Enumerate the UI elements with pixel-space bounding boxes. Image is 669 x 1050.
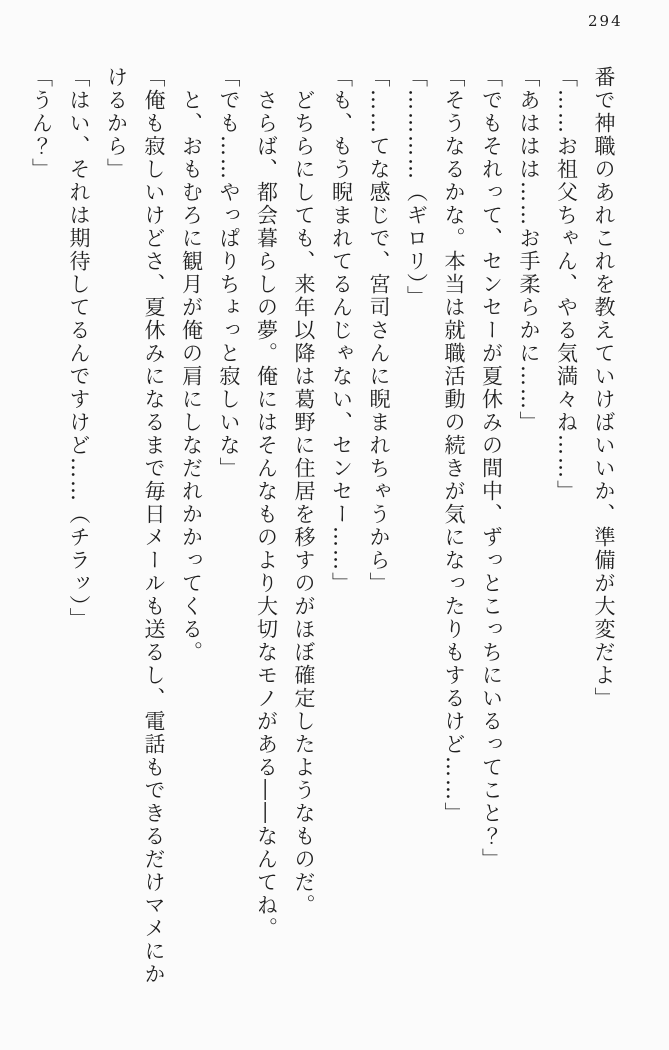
text-block <box>22 66 622 998</box>
text-line: 「俺も寂しいけどさ、夏休みになるまで毎日メールも送るし、電話もできるだけマメにか <box>142 66 166 986</box>
text-line: と、おもむろに観月が俺の肩にしなだれかかってくる。 <box>179 66 204 664</box>
text-line: 「…………（ギロリ）」 <box>404 66 429 309</box>
text-line: けるから」 <box>104 66 129 181</box>
text-line: 「うん？」 <box>29 66 54 181</box>
text-line: 「そうなるかな。本当は就職活動の続きが気になったりもするけど……」 <box>442 66 466 825</box>
text-line: さらば、都会暮らしの夢。俺にはそんなものより大切なモノがある――なんてね。 <box>254 66 279 940</box>
text-line: 「……お祖父ちゃん、やる気満々ね……」 <box>554 66 579 503</box>
text-line: 「でも……やっぱりちょっと寂しいな」 <box>217 66 241 480</box>
text-line: 番で神職のあれこれを教えていけばいいか、準備が大変だよ」 <box>592 66 616 710</box>
text-line: 「あははは……お手柔らかに……」 <box>517 66 541 434</box>
text-line: 「はい、それは期待してるんですけど……（チラッ）」 <box>67 66 91 631</box>
text-line: 「も、もう睨まれてるんじゃない、センセー……」 <box>329 66 354 595</box>
text-line: 「……てな感じで、宮司さんに睨まれちゃうから」 <box>367 66 391 595</box>
text-line: どちらにしても、来年以降は葛野に住居を移すのがほぼ確定したようなものだ。 <box>292 66 316 917</box>
text-line: 「でもそれって、センセーが夏休みの間中、ずっとこっちにいるってこと？」 <box>479 66 504 871</box>
page-number: 294 <box>588 12 623 30</box>
